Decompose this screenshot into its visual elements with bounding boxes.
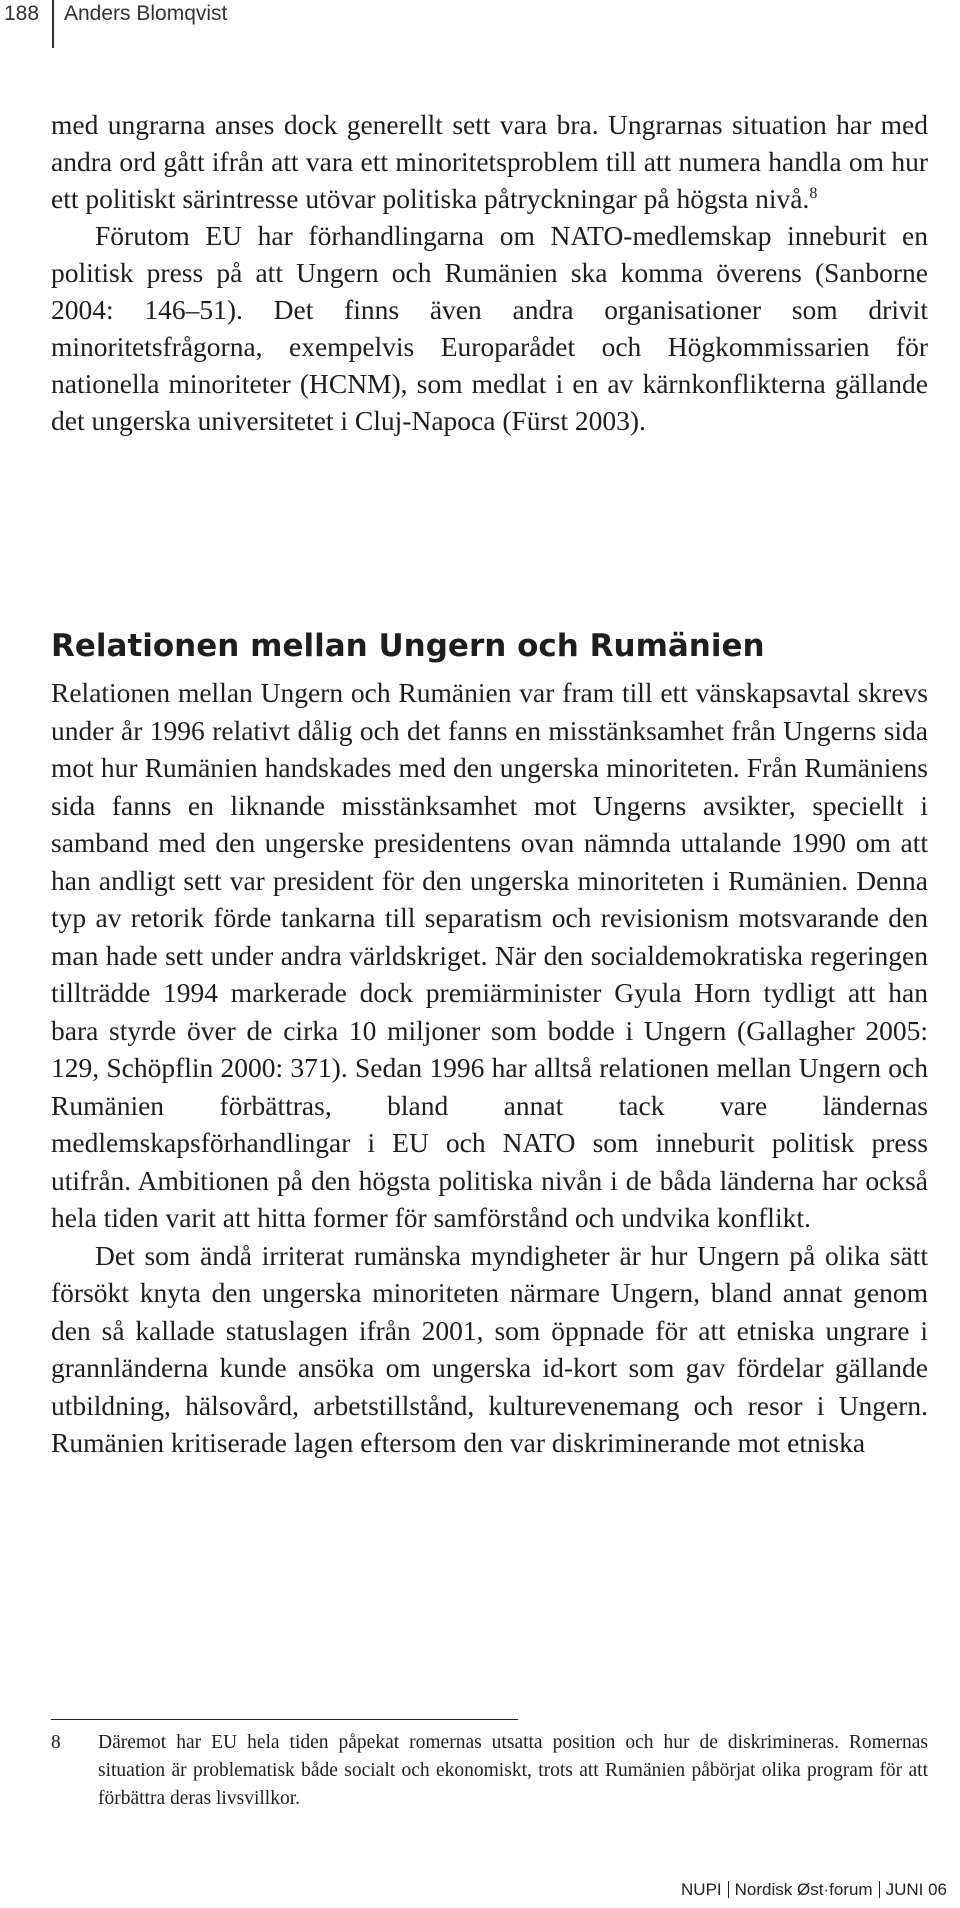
footnote-text: Däremot har EU hela tiden påpekat romernas utsatta position och hur de diskrimineras. Romernas situation är problematisk både socialt och ekonomiskt, trots att Rumänien påbörjat olika program för att förbättra deras livsvillkor. [98, 1732, 928, 1809]
paragraph-1-text: med ungrarna anses dock generellt sett vara bra. Ungrarnas situation har med andra ord gått ifrån att vara ett minoritetsproblem till att numera handla om hur ett politiskt särintresse utövar politiska påtryckningar på högsta nivå. [51, 109, 928, 214]
running-author: Anders Blomqvist [64, 2, 228, 25]
footnote-number: 8 [51, 1732, 61, 1753]
footnote-8 [51, 1729, 928, 1813]
footer-divider [728, 1881, 729, 1898]
body-text-section [51, 674, 928, 1462]
header-divider [52, 0, 54, 48]
footer-org: NUPI [681, 1880, 722, 1899]
paragraph-3: Relationen mellan Ungern och Rumänien var fram till ett vänskapsavtal skrevs under år 1996 relativt dålig och det fanns en misstänksamhet från Ungerns sida mot hur Rumänien handskades med den ungerska minoriteten. Från Rumäniens sida fanns en liknande misstänksamhet mot Ungerns avsikter, speciellt i samband med den ungerske presidentens ovan nämnda uttalande 1990 om att han andligt sett var president för den ungerska minoriteten i Rumänien. Denna typ av retorik förde tankarna till separatism och revisionism motsvarande den man hade sett under andra världskriget. När den socialdemokratiska regeringen tillträdde 1994 markerade dock premiärminister Gyula Horn tydligt att han bara styrde över de cirka 10 miljoner som bodde i Ungern (Gallagher 2005: 129, Schöpflin 2000: 371). Sedan 1996 har alltså relationen mellan Ungern och Rumänien förbättras, bland annat tack vare ländernas medlemskapsförhandlingar i EU och NATO som inneburit politisk press utifrån. Ambitionen på den högsta politiska nivån i de båda länderna har också hela tiden varit att hitta former för samförstånd och undvika konflikt. [51, 677, 928, 1233]
footnote-divider [51, 1719, 518, 1720]
footer-divider [879, 1881, 880, 1898]
paragraph-1 [51, 106, 928, 217]
footnote-ref-8[interactable]: 8 [809, 185, 818, 202]
footer-issue: JUNI 06 [885, 1880, 947, 1899]
paragraph-4: Det som ändå irriterat rumänska myndigheter är hur Ungern på olika sätt försökt knyta den ungerska minoriteten närmare Ungern, bland annat genom den så kallade statuslagen ifrån 2001, som öppnade för att etniska ungrare i grannländerna kunde ansöka om ungerska id-kort som gav fördelar gällande utbildning, hälsovård, arbetstillstånd, kulturevenemang och resor i Ungern. Rumänien kritiserade lagen eftersom den var diskriminerande mot etniska [51, 1239, 928, 1458]
section-heading: Relationen mellan Ungern och Rumänien [51, 628, 765, 664]
paragraph-2: Förutom EU har förhandlingarna om NATO-medlemskap inneburit en politisk press på att Ungern och Rumänien ska komma överens (Sanborne 2004: 146–51). Det finns även andra organisationer som drivit minoritetsfrågorna, exempelvis Europarådet och Högkommissarien för nationella minoriteter (HCNM), som medlat i en av kärnkonflikterna gällande det ungerska universitetet i Cluj-Napoca (Fürst 2003). [51, 220, 928, 436]
running-footer [681, 1880, 947, 1900]
footer-publication: Nordisk Øst·forum [734, 1880, 873, 1899]
body-text-top [51, 106, 928, 439]
running-header [0, 0, 960, 48]
page-number: 188 [4, 2, 40, 25]
